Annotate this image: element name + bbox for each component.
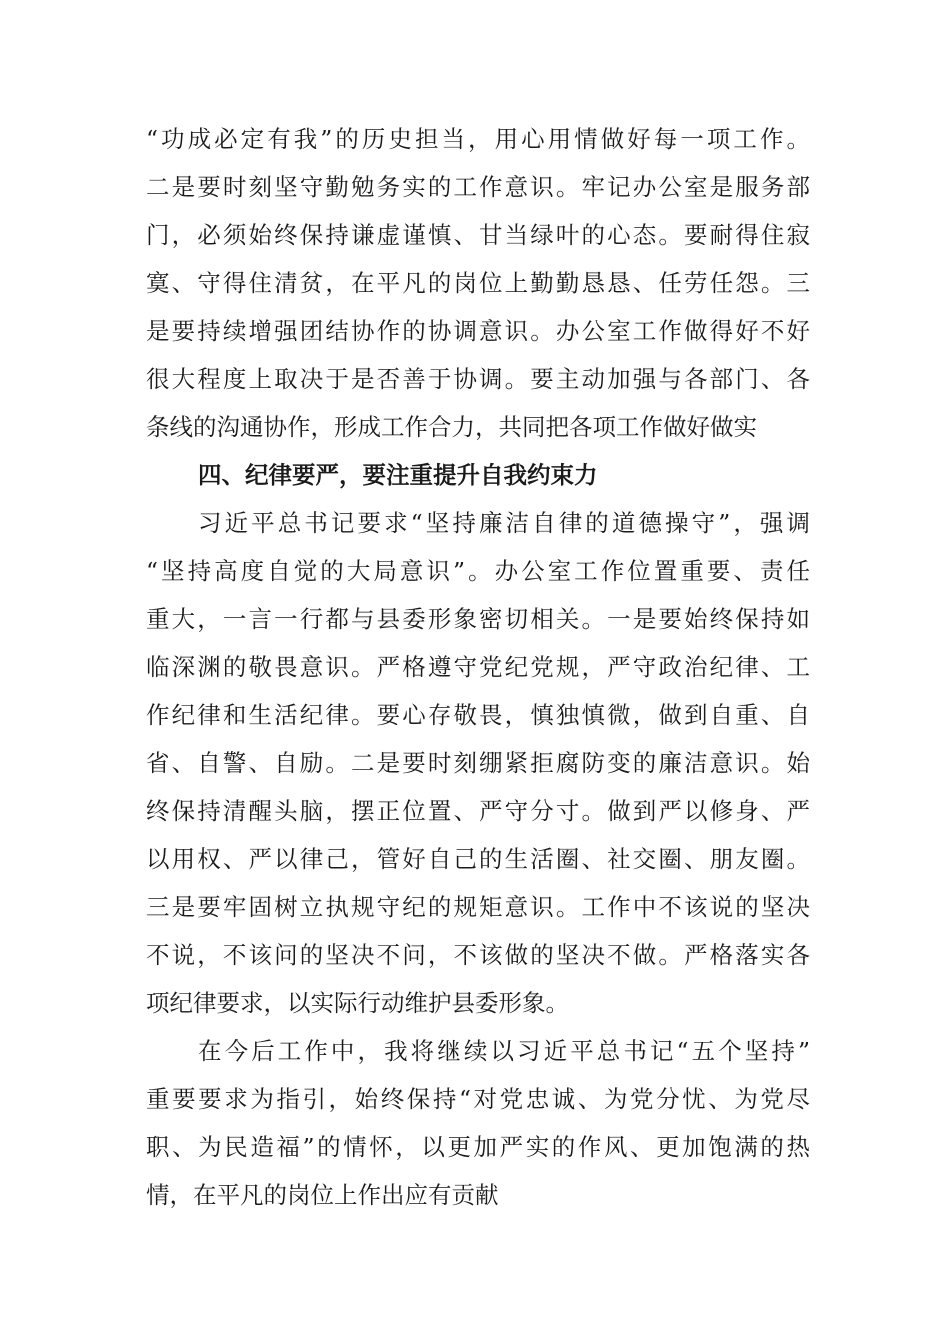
text-line: 职、为民造福”的情怀，以更加严实的作风、更加饱满的热 bbox=[146, 1133, 810, 1161]
paragraph-continuation bbox=[146, 115, 810, 451]
text-line: 作纪律和生活纪律。要心存敬畏，慎独慎微，做到自重、自 bbox=[146, 701, 810, 729]
text-line: 是要持续增强团结协作的协调意识。办公室工作做得好不好 bbox=[146, 317, 810, 345]
text-line: 三是要牢固树立执规守纪的规矩意识。工作中不该说的坚决 bbox=[146, 893, 810, 921]
text-line: “坚持高度自觉的大局意识”。办公室工作位置重要、责任 bbox=[146, 557, 810, 585]
paragraph-discipline bbox=[146, 499, 810, 1027]
text-line: 重大，一言一行都与县委形象密切相关。一是要始终保持如 bbox=[146, 605, 810, 633]
text-line: 习近平总书记要求“坚持廉洁自律的道德操守”，强调 bbox=[198, 509, 810, 537]
text-line: 二是要时刻坚守勤勉务实的工作意识。牢记办公室是服务部 bbox=[146, 173, 810, 201]
section-heading: 四、纪律要严，要注重提升自我约束力 bbox=[198, 461, 598, 489]
text-line: 以用权、严以律己，管好自己的生活圈、社交圈、朋友圈。 bbox=[146, 845, 810, 873]
text-line: 很大程度上取决于是否善于协调。要主动加强与各部门、各 bbox=[146, 365, 810, 393]
text-line: 门，必须始终保持谦虚谨慎、甘当绿叶的心态。要耐得住寂 bbox=[146, 221, 810, 249]
text-line: 临深渊的敬畏意识。严格遵守党纪党规，严守政治纪律、工 bbox=[146, 653, 810, 681]
text-line: 重要要求为指引，始终保持“对党忠诚、为党分忧、为党尽 bbox=[146, 1085, 810, 1113]
text-line: 终保持清醒头脑，摆正位置、严守分寸。做到严以修身、严 bbox=[146, 797, 810, 825]
text-line: 在今后工作中，我将继续以习近平总书记“五个坚持” bbox=[198, 1037, 810, 1065]
text-line: 寞、守得住清贫，在平凡的岗位上勤勤恳恳、任劳任怨。三 bbox=[146, 269, 810, 297]
text-line: 不说，不该问的坚决不问，不该做的坚决不做。严格落实各 bbox=[146, 941, 810, 969]
text-line: 条线的沟通协作，形成工作合力，共同把各项工作做好做实 bbox=[146, 413, 757, 441]
text-line: 情，在平凡的岗位上作出应有贡献 bbox=[146, 1181, 499, 1209]
text-line: “功成必定有我”的历史担当，用心用情做好每一项工作。 bbox=[146, 125, 810, 153]
text-line: 项纪律要求，以实际行动维护县委形象。 bbox=[146, 989, 569, 1017]
text-line: 省、自警、自励。二是要时刻绷紧拒腐防变的廉洁意识。始 bbox=[146, 749, 810, 777]
paragraph-conclusion bbox=[146, 1027, 810, 1219]
document-page bbox=[146, 115, 810, 1219]
